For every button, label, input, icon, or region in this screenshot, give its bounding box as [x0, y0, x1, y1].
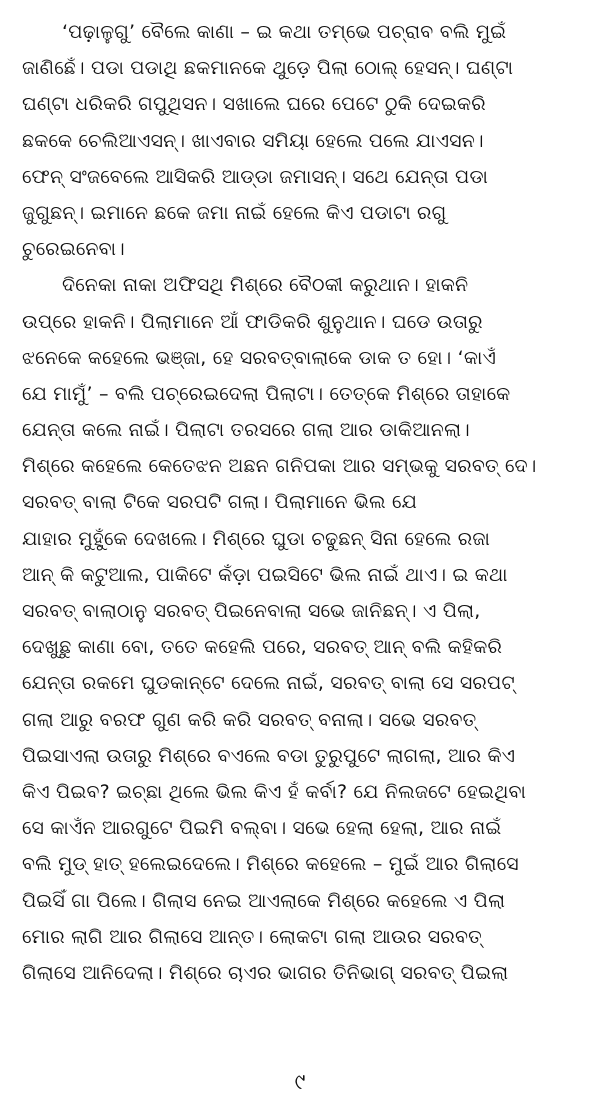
text-line: ଦେଖୁଛୁ କାଣା ବୋ, ତତେ କହେଲି ପରେ, ସରବତ୍ ଆନ୍ ବଲି କହିକରି	[22, 636, 503, 659]
text-line: ଝନେକେ କହେଲେ ଭଞ୍ଜା, ହେ ସରବତ୍‌ବାଲାକେ ଡାକ ତ ହୋ। ‘କାଏଁ	[22, 346, 497, 369]
text-line: ଦିନେକା ନାକା ଅଫିସଥି ମିଶ୍ରେ ବୈଠକୀ କରୁଥାନ। ହାକନି	[62, 274, 469, 297]
text-line: ଫେନ୍ ସଂଜବେଲେ ଆସିକରି ଆଡ୍ଡା ଜମାସନ୍। ସଥେ ଯେନ୍ତା ପଡା	[22, 165, 489, 188]
text-line: ସରବତ୍ ବାଲାଠାନୁ ସରବତ୍ ପିଇନେବାଲା ସଭେ ଜାନିଛନ୍। ଏ ପିଲା,	[22, 600, 481, 622]
text-line: ଜୁଗୁଛନ୍। ଇମାନେ ଛକେ ଜମା ନାଇଁ ହେଲେ କିଏ ପଡାଟା ରଗୁ	[22, 201, 447, 224]
document-body	[22, 14, 582, 991]
text-line: ଯାହାର ମୁହୁଁକେ ଦେଖଲେ। ମିଶ୍ରେ ଘୁଡା ଚଢୁଛନ୍ ସିନା ହେଲେ ରଜା	[22, 527, 491, 550]
text-line: ବଲି ମୁଡ୍ ହାତ୍ ହଲେଇଦେଲେ। ମିଶ୍ରେ କହେଲେ – ମୁଇଁ ଆର ଗିଲାସେ	[22, 853, 519, 876]
text-line: ଛକକେ ଚେଲିଆଏସନ୍। ଖାଏବାର ସମିୟା ହେଲେ ପଲେ ଯାଏସନ।	[22, 129, 484, 152]
text-line: ଜାଣିଛେଁ। ପଡା ପଡାଥି ଛକମାନକେ ଥୁଡ଼େ ପିଲା ଠୋଲ୍ ହେସନ୍। ଘଣ୍ଟା	[22, 57, 514, 80]
text-line: ଗଲା ଆରୁ ବରଫ ଗୁଣ କରି କରି ସରବତ୍ ବନାଲା। ସଭେ ସରବତ୍	[22, 708, 477, 731]
text-line: ମିଶ୍ରେ କହେଲେ କେତେଝନ ଅଛନ ଗନିପକା ଆର ସମ୍ଭକୁ ସରବତ୍ ଦେ।	[22, 455, 537, 478]
text-line: ଯେ ମାମୁଁ’ – ବଲି ପଚ୍ରେଇଦେଲା ପିଲାଟା। ତେତ୍‌କେ ମିଶ୍ରେ ତାହାକେ	[22, 382, 511, 405]
text-line: ଚୁରେଇନେବା।	[22, 238, 125, 261]
page-number: ୯	[294, 1070, 306, 1095]
text-line: ଗିଲାସେ ଆନିଦେଲା। ମିଶ୍ରେ ଚାଏର ଭାଗର ତିନିଭାଗ୍ ସରବତ୍ ପିଇଲା	[22, 961, 509, 984]
text-line: ଉପ୍ରେ ହାକନି। ପିଲାମାନେ ଆଁ ଫାଡିକରି ଶୁନୁଥାନ। ଘଡେ ଉତାରୁ	[22, 310, 483, 333]
text-line: ସରବତ୍ ବାଲା ଟିକେ ସରପଟି ଗଲା। ପିଲାମାନେ ଭିଲ ଯେ	[22, 491, 418, 514]
text-line: ସେ କାଏଁନ ଆରଗୁଟେ ପିଇମି ବଲ୍‌ବା। ସଭେ ହେଲା ହେଲା, ଆର ନାଇଁ	[22, 817, 502, 840]
text-line: କିଏ ପିଇବ? ଇଚ୍ଛା ଥିଲେ ଭିଲ କିଏ ହଁ କର୍ବା? ଯେ ନିଲଜଟେ ହେଇଥିବା	[22, 780, 526, 803]
text-line: ଘଣ୍ଟା ଧରିକରି ଗପୁଥିସନ। ସଖାଲେ ଘରେ ପେଟେ ଠୁକି ଦେଇକରି	[22, 93, 486, 116]
text-line: ‘ପଢ଼ାଳୁଗୁ’ ବୈଲେ କାଣା – ଇ କଥା ତମ୍ଭେ ପଚ୍ରାବ ବଲି ମୁଇଁ	[62, 21, 507, 43]
text-line: ଯେନ୍ତା ରକମେ ଘୁଡକାନ୍‌ଟେ ଦେଲେ ନାଇଁ, ସରବତ୍ ବାଲା ସେ ସରପଟ୍	[22, 672, 515, 695]
text-line: ଆନ୍ କି କଟୁଆଲ, ପାକିଟେ କଁଡ଼ା ପଇସିଟେ ଭିଲ ନାଇଁ ଥାଏ। ଇ କଥା	[22, 563, 508, 586]
text-line: ଯେନ୍ତା କଲେ ନାଇଁ। ପିଲାଟା ତରସରେ ଗଲା ଆର ଡାକିଆନଲା।	[22, 419, 470, 442]
text-line: ମୋର ଲାଗି ଆର ଗିଲାସେ ଆନ୍ତ। ଲୋକଟା ଗଲା ଆଉର ସରବତ୍	[22, 925, 482, 948]
text-line: ପିଇସିଁ ଗା ପିଲେ। ଗିଲାସ ନେଇ ଆଏଲାକେ ମିଶ୍ରେ କହେଲେ ଏ ପିଲା	[22, 889, 506, 912]
text-line: ପିଇସାଏଲା ଉତାରୁ ମିଶ୍ରେ ବଏଲେ ବଡା ତୁରୁପୁଟେ ଲାଗଲା, ଆର କିଏ	[22, 744, 516, 767]
